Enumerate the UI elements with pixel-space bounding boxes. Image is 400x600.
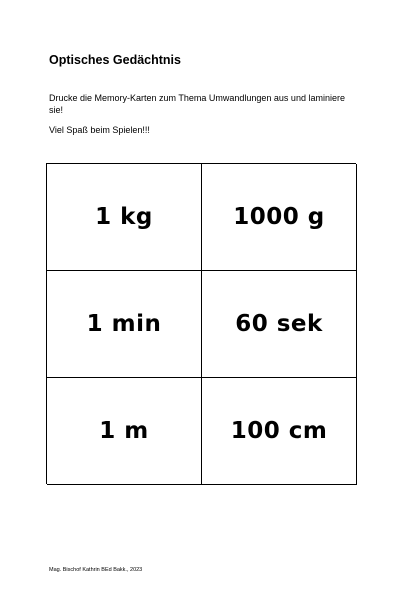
memory-card-cm [202,378,357,485]
instruction-text: Drucke die Memory-Karten zum Thema Umwandlungen aus und laminiere sie! [49,93,345,115]
memory-card-min [47,271,202,378]
author-footer: Mag. Bischof Kathrin BEd Bakk., 2023 [49,567,143,573]
card-label: 1 kg [95,204,153,230]
memory-card-grid [46,163,356,484]
page-title: Optisches Gedächtnis [49,53,181,67]
memory-card-sek [202,271,357,378]
card-label: 100 cm [230,418,328,444]
card-label: 1 min [86,311,162,337]
memory-card-kg [47,164,202,271]
instructions [49,92,349,136]
memory-card-m [47,378,202,485]
memory-card-g [202,164,357,271]
greeting-text: Viel Spaß beim Spielen!!! [49,125,150,135]
card-label: 1000 g [233,204,325,230]
card-label: 1 m [99,418,149,444]
card-label: 60 sek [235,311,323,337]
